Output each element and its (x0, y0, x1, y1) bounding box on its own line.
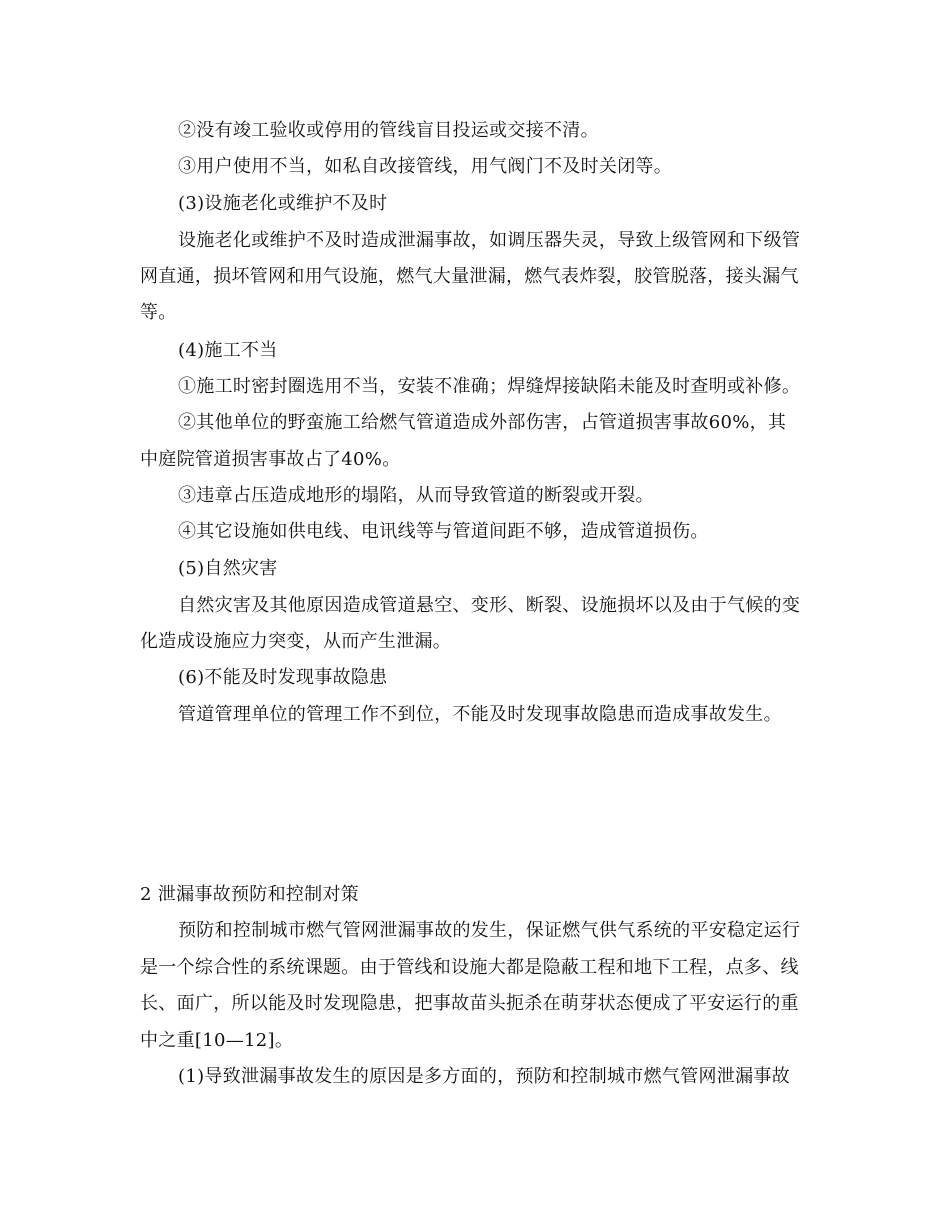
text-line: 是一个综合性的系统课题。由于管线和设施大都是隐蔽工程和地下工程，点多、线 (140, 957, 799, 978)
text-line: 长、面广，所以能及时发现隐患，把事故苗头扼杀在萌芽状态便成了平安运行的重 (140, 993, 799, 1014)
text-line: 网直通，损坏管网和用气设施，燃气大量泄漏，燃气表炸裂，胶管脱落，接头漏气 (140, 266, 799, 287)
text-line: 化造成设施应力突变，从而产生泄漏。 (140, 631, 452, 652)
text-line: 管道管理单位的管理工作不到位，不能及时发现事故隐患而造成事故发生。 (178, 704, 782, 725)
text-line: (1)导致泄漏事故发生的原因是多方面的，预防和控制城市燃气管网泄漏事故 (178, 1066, 790, 1087)
text-line: 预防和控制城市燃气管网泄漏事故的发生，保证燃气供气系统的平安稳定运行 (178, 920, 801, 941)
chapter-heading: 2 泄漏事故预防和控制对策 (140, 884, 360, 905)
text-line: ②没有竣工验收或停用的管线盲目投运或交接不清。 (178, 120, 599, 141)
text-line: 中之重[10—12]。 (140, 1030, 294, 1051)
text-line: 等。 (140, 302, 177, 323)
text-line: ④其它设施如供电线、电讯线等与管道间距不够，造成管道损伤。 (178, 521, 709, 542)
text-line: ①施工时密封圈选用不当，安装不准确；焊缝焊接缺陷未能及时查明或补修。 (178, 376, 801, 397)
text-line: 设施老化或维护不及时造成泄漏事故，如调压器失灵，导致上级管网和下级管 (178, 230, 801, 251)
text-line: ③用户使用不当，如私自改接管线，用气阀门不及时关闭等。 (178, 156, 673, 177)
section-heading: (6)不能及时发现事故隐患 (178, 667, 388, 688)
section-heading: (5)自然灾害 (178, 558, 278, 579)
section-heading: (4)施工不当 (178, 340, 278, 361)
text-line: 自然灾害及其他原因造成管道悬空、变形、断裂、设施损坏以及由于气候的变 (178, 595, 801, 616)
section-heading: (3)设施老化或维护不及时 (178, 193, 388, 214)
text-line: 中庭院管道损害事故占了40%。 (140, 449, 401, 470)
text-line: ②其他单位的野蛮施工给燃气管道造成外部伤害，占管道损害事故60%，其 (178, 412, 787, 433)
text-line: ③违章占压造成地形的塌陷，从而导致管道的断裂或开裂。 (178, 485, 654, 506)
